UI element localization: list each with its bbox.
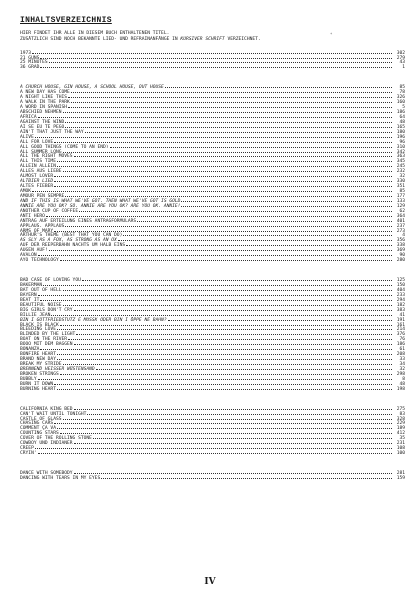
entry-page: 41 — [399, 312, 405, 316]
entry-page: 294 — [396, 297, 405, 302]
entry-title: A CHURCH HOUSE, GIN HOUSE, A SCHOOL HOUSE, OUT HOUSE — [20, 85, 164, 89]
entry-page: 363 — [396, 154, 405, 158]
dot-leader — [57, 158, 392, 163]
entry-title: CALIFORNIA KING BED — [20, 406, 73, 410]
entry-page: 404 — [396, 287, 405, 292]
intro-line-2-italic: KURSIVER SCHRIFT — [180, 37, 225, 42]
dot-leader — [38, 291, 392, 296]
dot-leader — [68, 104, 392, 109]
dot-leader — [60, 430, 392, 435]
entry-title: ALTES FIEBER — [20, 184, 54, 188]
dot-leader — [54, 138, 392, 143]
dot-leader — [57, 385, 392, 390]
entry-page: 64 — [399, 114, 405, 119]
entry-title: APPLAUS, APPLAUS — [20, 223, 65, 227]
dot-leader — [40, 54, 392, 59]
entry-title: BREAK MY STRIDE — [20, 362, 62, 366]
entry-page: 275 — [396, 406, 405, 410]
dot-leader — [32, 187, 392, 192]
entry-title: 36 GRAD — [20, 65, 40, 69]
entry-title: DANCE WITH SOMEBODY — [20, 471, 73, 475]
entry-title: ALIVE — [20, 134, 34, 139]
dot-leader — [118, 237, 392, 242]
entry-title: ALMOST LOVER — [20, 174, 54, 178]
dot-leader — [165, 84, 392, 89]
entry-title: ALL SUMMER LONG — [20, 149, 62, 153]
dot-leader — [101, 474, 392, 479]
entry-page: 159 — [396, 475, 405, 480]
entry-title: ALL THE RIGHT MOVES — [20, 154, 73, 158]
index-section-c — [20, 405, 405, 454]
entry-title: 1973 — [20, 50, 32, 54]
entry-title: ALTBIER LIED — [20, 179, 54, 183]
dot-leader — [63, 108, 393, 113]
entry-page: 34 — [399, 362, 405, 366]
dot-leader — [43, 281, 392, 286]
entry-title: 25 MINUTES — [20, 60, 48, 64]
dot-leader — [85, 128, 392, 133]
entry-title: AMOK — [20, 189, 32, 193]
dot-leader — [63, 148, 393, 153]
dot-leader — [93, 435, 392, 440]
dot-leader — [40, 346, 392, 351]
entry-page: 298 — [396, 371, 405, 376]
dot-leader — [63, 360, 393, 365]
dot-leader — [71, 99, 392, 104]
dot-leader — [54, 178, 392, 183]
intro-text — [20, 31, 405, 43]
entry-page: 369 — [396, 248, 405, 252]
dot-leader — [57, 356, 392, 361]
entry-page: 100 — [396, 451, 405, 455]
intro-line-1: HIER FINDET IHR ALLE IN DIESEM BUCH ENTHALTENEN TITEL. — [20, 31, 170, 36]
index-entry — [20, 257, 405, 262]
dot-leader — [49, 247, 392, 252]
entry-page: 328 — [396, 416, 405, 420]
entry-title: BRAND NEW DAY — [20, 357, 56, 361]
dot-leader — [74, 440, 392, 445]
index-entry — [20, 450, 405, 455]
entry-page: 326 — [396, 95, 405, 99]
entry-page: 61 — [399, 347, 405, 351]
index-section-a — [20, 84, 405, 262]
entry-page: 198 — [396, 386, 405, 391]
entry-page: 232 — [396, 169, 405, 173]
entry-page: 191 — [396, 317, 405, 321]
entry-title: ANTI HERO — [20, 213, 45, 218]
entry-page: 85 — [399, 85, 405, 89]
entry-title: BAKERMAN — [20, 283, 43, 287]
dot-leader — [57, 163, 392, 168]
dot-leader — [60, 321, 392, 326]
entry-title: BURN IT DOWN — [20, 381, 54, 386]
entry-page: 83 — [399, 411, 405, 415]
dot-leader — [63, 301, 393, 306]
dot-leader — [168, 316, 392, 321]
dot-leader — [74, 153, 392, 158]
entry-page: 85 — [399, 189, 405, 193]
index-entry — [20, 64, 405, 69]
entry-title: BILLIE JEAN — [20, 312, 51, 316]
entry-page: 33 — [399, 357, 405, 361]
dot-leader — [63, 286, 393, 291]
entry-title: ALL FOR LOVE — [20, 139, 54, 143]
entry-page: 233 — [396, 292, 405, 297]
dot-leader — [123, 232, 392, 237]
entry-page: 310 — [396, 144, 405, 148]
dot-leader — [181, 197, 392, 202]
entry-page: 231 — [396, 441, 405, 445]
entry-page: 32 — [399, 366, 405, 371]
entry-page: 351 — [396, 184, 405, 188]
entry-title: AYO TECHNOLOGY — [20, 258, 59, 262]
entry-title: CREEP — [20, 446, 34, 450]
entry-page: 189 — [396, 426, 405, 430]
dot-leader — [65, 123, 392, 128]
dot-leader — [79, 207, 392, 212]
entry-page: 280 — [396, 258, 405, 262]
dot-leader — [38, 375, 392, 380]
entry-title: COVER OF THE ROLLING STONE — [20, 436, 92, 440]
entry-title: BLINDED BY THE LIGHT — [20, 332, 76, 336]
index-page — [20, 16, 405, 479]
entry-page: 96 — [399, 139, 405, 143]
entry-title: ARTHUR'S THEME (BEST THAT YOU CAN DO) — [20, 233, 123, 237]
entry-title: A NEW DAY HAS COME — [20, 90, 70, 94]
dot-leader — [38, 252, 392, 257]
entry-page: 245 — [396, 164, 405, 168]
entry-page: 412 — [396, 431, 405, 435]
section-gap — [20, 69, 405, 78]
entry-page: 208 — [396, 352, 405, 356]
entry-page: 338 — [396, 243, 405, 247]
entry-title: BROKEN STRINGS — [20, 371, 59, 376]
entry-title: AUGEN AUF! — [20, 248, 48, 252]
dot-leader — [40, 64, 392, 69]
dot-leader — [63, 415, 393, 420]
entry-page: 281 — [396, 471, 405, 475]
entry-page: 150 — [396, 283, 405, 287]
entry-title: DANCING WITH TEARS IN MY EYES — [20, 475, 101, 480]
dot-leader — [181, 202, 392, 207]
entry-title: AS SLY AS A FOX, AS STRONG AS AN OX — [20, 238, 117, 242]
entry-title: CHASING CARS — [20, 421, 54, 425]
entry-page: 186 — [396, 342, 405, 346]
entry-title: BIG GIRLS DON'T CRY — [20, 307, 73, 312]
dot-leader — [63, 168, 393, 173]
entry-title: AIN'T THAT JUST THE WAY — [20, 129, 84, 134]
entry-title: BLEEDING LOVE — [20, 327, 56, 331]
entry-title: ALL GOOD THINGS (COME TO AN END) — [20, 144, 109, 148]
dot-leader — [54, 227, 392, 232]
entry-title: BOAT ON THE RIVER — [20, 337, 68, 341]
entry-page: 129 — [396, 203, 405, 208]
dot-leader — [76, 331, 392, 336]
index-sections — [20, 49, 405, 479]
entry-page: 302 — [396, 50, 405, 54]
entry-title: CASTLE OF GLASS — [20, 416, 62, 420]
entry-page: 125 — [396, 278, 405, 282]
entry-page: 345 — [396, 159, 405, 163]
entry-page: 133 — [396, 198, 405, 203]
entry-title: BIN I GOTTFRIEDSTUTZ E MUSSK ODER BIN I ÖPPE NE BAHN? — [20, 317, 167, 321]
entry-page: 160 — [396, 100, 405, 104]
dot-leader — [137, 217, 392, 222]
dot-leader — [49, 59, 392, 64]
entry-page: 32 — [399, 174, 405, 178]
entry-title: CRYIN' — [20, 451, 37, 455]
entry-page: 279 — [396, 55, 405, 59]
entry-title: ALLES AUS LIEBE — [20, 169, 62, 173]
entry-title: BAT OUT OF HELL — [20, 287, 62, 292]
dot-leader — [74, 341, 392, 346]
intro-line-2 — [20, 37, 405, 43]
entry-title: AI SE EU TE PEGO — [20, 124, 65, 129]
entry-title: 21 GUNS — [20, 55, 40, 59]
entry-title: ANOTHER CUP OF COFFEE — [20, 208, 79, 213]
dot-leader — [74, 469, 392, 474]
entry-page: 8 — [402, 376, 405, 381]
dot-leader — [87, 410, 392, 415]
entry-title: ALL THIS TIME — [20, 159, 56, 163]
entry-page: 401 — [396, 218, 405, 222]
dot-leader — [54, 173, 392, 178]
entry-page: 108 — [396, 446, 405, 450]
intro-line-2-suffix: VERZEICHNET. — [224, 37, 261, 42]
entry-title: BAD CASE OF LOVING YOU — [20, 278, 81, 282]
entry-page: 35 — [399, 436, 405, 440]
dot-leader — [110, 143, 392, 148]
dot-leader — [65, 118, 392, 123]
dot-leader — [60, 370, 392, 375]
entry-title: BONFIRE HEART — [20, 352, 56, 356]
entry-page: 376 — [396, 332, 405, 336]
dot-leader — [65, 222, 392, 227]
page-title: INHALTSVERZEICHNIS — [20, 16, 112, 25]
dot-leader — [74, 306, 392, 311]
entry-title: BURNING HEART — [20, 386, 56, 391]
entry-page: 62 — [399, 208, 405, 213]
entry-title: BONANZA — [20, 347, 40, 351]
entry-page: 76 — [399, 337, 405, 341]
dot-leader — [51, 311, 392, 316]
entry-title: ARMS OF MARY — [20, 228, 54, 232]
entry-page: 48 — [399, 119, 405, 124]
entry-title: BLACK IS BLACK — [20, 322, 59, 326]
entry-page: 196 — [396, 134, 405, 139]
stray-mark: * — [330, 32, 333, 37]
entry-title: BRENNEND HEISSER WÜSTENSAND — [20, 366, 95, 371]
entry-page: 229 — [396, 421, 405, 425]
page-number: IV — [204, 577, 216, 587]
entry-title: A NIGHT LIKE THIS — [20, 95, 68, 99]
entry-title: BUBBLY — [20, 376, 37, 381]
entry-page: 5 — [402, 105, 405, 109]
entry-title: A WORD IN SPANISH — [20, 105, 68, 109]
entry-title: ALLEIN ALLEIN — [20, 164, 56, 168]
dot-leader — [74, 405, 392, 410]
entry-page: 165 — [396, 124, 405, 129]
entry-page: 161 — [396, 322, 405, 326]
entry-title: BOOO MIT DEM BAGGEN — [20, 342, 73, 346]
dot-leader — [60, 257, 392, 262]
entry-title: AND IF THIS IS WHAT WE'VE GOT, THEN WHAT WE'VE GOT IS GOLD — [20, 198, 181, 203]
index-section-numbers — [20, 49, 405, 69]
entry-page: 364 — [396, 213, 405, 218]
entry-title: AFRICA — [20, 114, 37, 119]
dot-leader — [82, 277, 392, 282]
entry-title: A WALK IN THE PARK — [20, 100, 70, 104]
dot-leader — [35, 133, 392, 138]
dot-leader — [71, 89, 392, 94]
dot-leader — [57, 351, 392, 356]
entry-title: COMMENT ÇA VA — [20, 426, 56, 430]
entry-title: CAN'T WAIT UNTIL TONIGHT — [20, 411, 87, 415]
entry-page: 214 — [396, 327, 405, 331]
dot-leader — [57, 425, 392, 430]
entry-title: AVALON — [20, 253, 37, 257]
entry-title: AMOUR PEN SEMPRE — [20, 193, 65, 198]
entry-page: 383 — [396, 307, 405, 312]
entry-title: BEAUTIFUL NOISE — [20, 302, 62, 307]
entry-page: 186 — [396, 110, 405, 114]
dot-leader — [54, 420, 392, 425]
entry-page: 356 — [396, 238, 405, 242]
entry-page: 273 — [396, 228, 405, 232]
entry-page: 330 — [396, 179, 405, 183]
dot-leader — [68, 336, 392, 341]
index-section-d — [20, 469, 405, 479]
dot-leader — [96, 365, 392, 370]
entry-page: 48 — [399, 381, 405, 386]
entry-title: COUNTING STARS — [20, 431, 59, 435]
intro-line-2-prefix: ZUSÄTZLICH SIND NOCH BEKANNTE LIED- UND REFRAINANFÄNGE IN — [20, 37, 181, 42]
entry-title: BAYERN — [20, 292, 37, 297]
dot-leader — [68, 94, 392, 99]
entry-page: 78 — [399, 90, 405, 94]
dot-leader — [38, 113, 392, 118]
entry-title: AGAINST THE WIND — [20, 119, 65, 124]
entry-title: BEAT IT — [20, 297, 40, 302]
dot-leader — [54, 183, 392, 188]
dot-leader — [46, 212, 392, 217]
entry-page: 342 — [396, 149, 405, 153]
entry-page: 1 — [402, 65, 405, 69]
dot-leader — [54, 380, 392, 385]
entry-title: ANNIE ARE YOU OK? SO, ANNIE ARE YOU OK? ARE YOU OK, ANNIE! — [20, 203, 181, 208]
entry-page: 177 — [396, 193, 405, 198]
dot-leader — [32, 49, 392, 54]
dot-leader — [40, 296, 392, 301]
entry-page: 43 — [399, 60, 405, 64]
entry-title: ANTRAG AUF ERTEILUNG EINES ANTRAGFORMULARS — [20, 218, 137, 222]
dot-leader — [38, 450, 392, 455]
entry-title: COWBOY UND INDIANER — [20, 441, 73, 445]
section-gap — [20, 262, 405, 271]
entry-page: 4 — [402, 233, 405, 237]
entry-title: AUF DER REEPERBAHN NACHTS UM HALB EINS — [20, 243, 126, 247]
dot-leader — [35, 445, 392, 450]
entry-page: 237 — [396, 223, 405, 227]
dot-leader — [57, 326, 392, 331]
dot-leader — [126, 242, 392, 247]
entry-page: 182 — [396, 302, 405, 307]
entry-title: ABSCHIED NEHMEN — [20, 110, 62, 114]
index-section-b — [20, 277, 405, 391]
entry-page: 90 — [399, 253, 405, 257]
dot-leader — [65, 192, 392, 197]
entry-page: 180 — [396, 129, 405, 134]
